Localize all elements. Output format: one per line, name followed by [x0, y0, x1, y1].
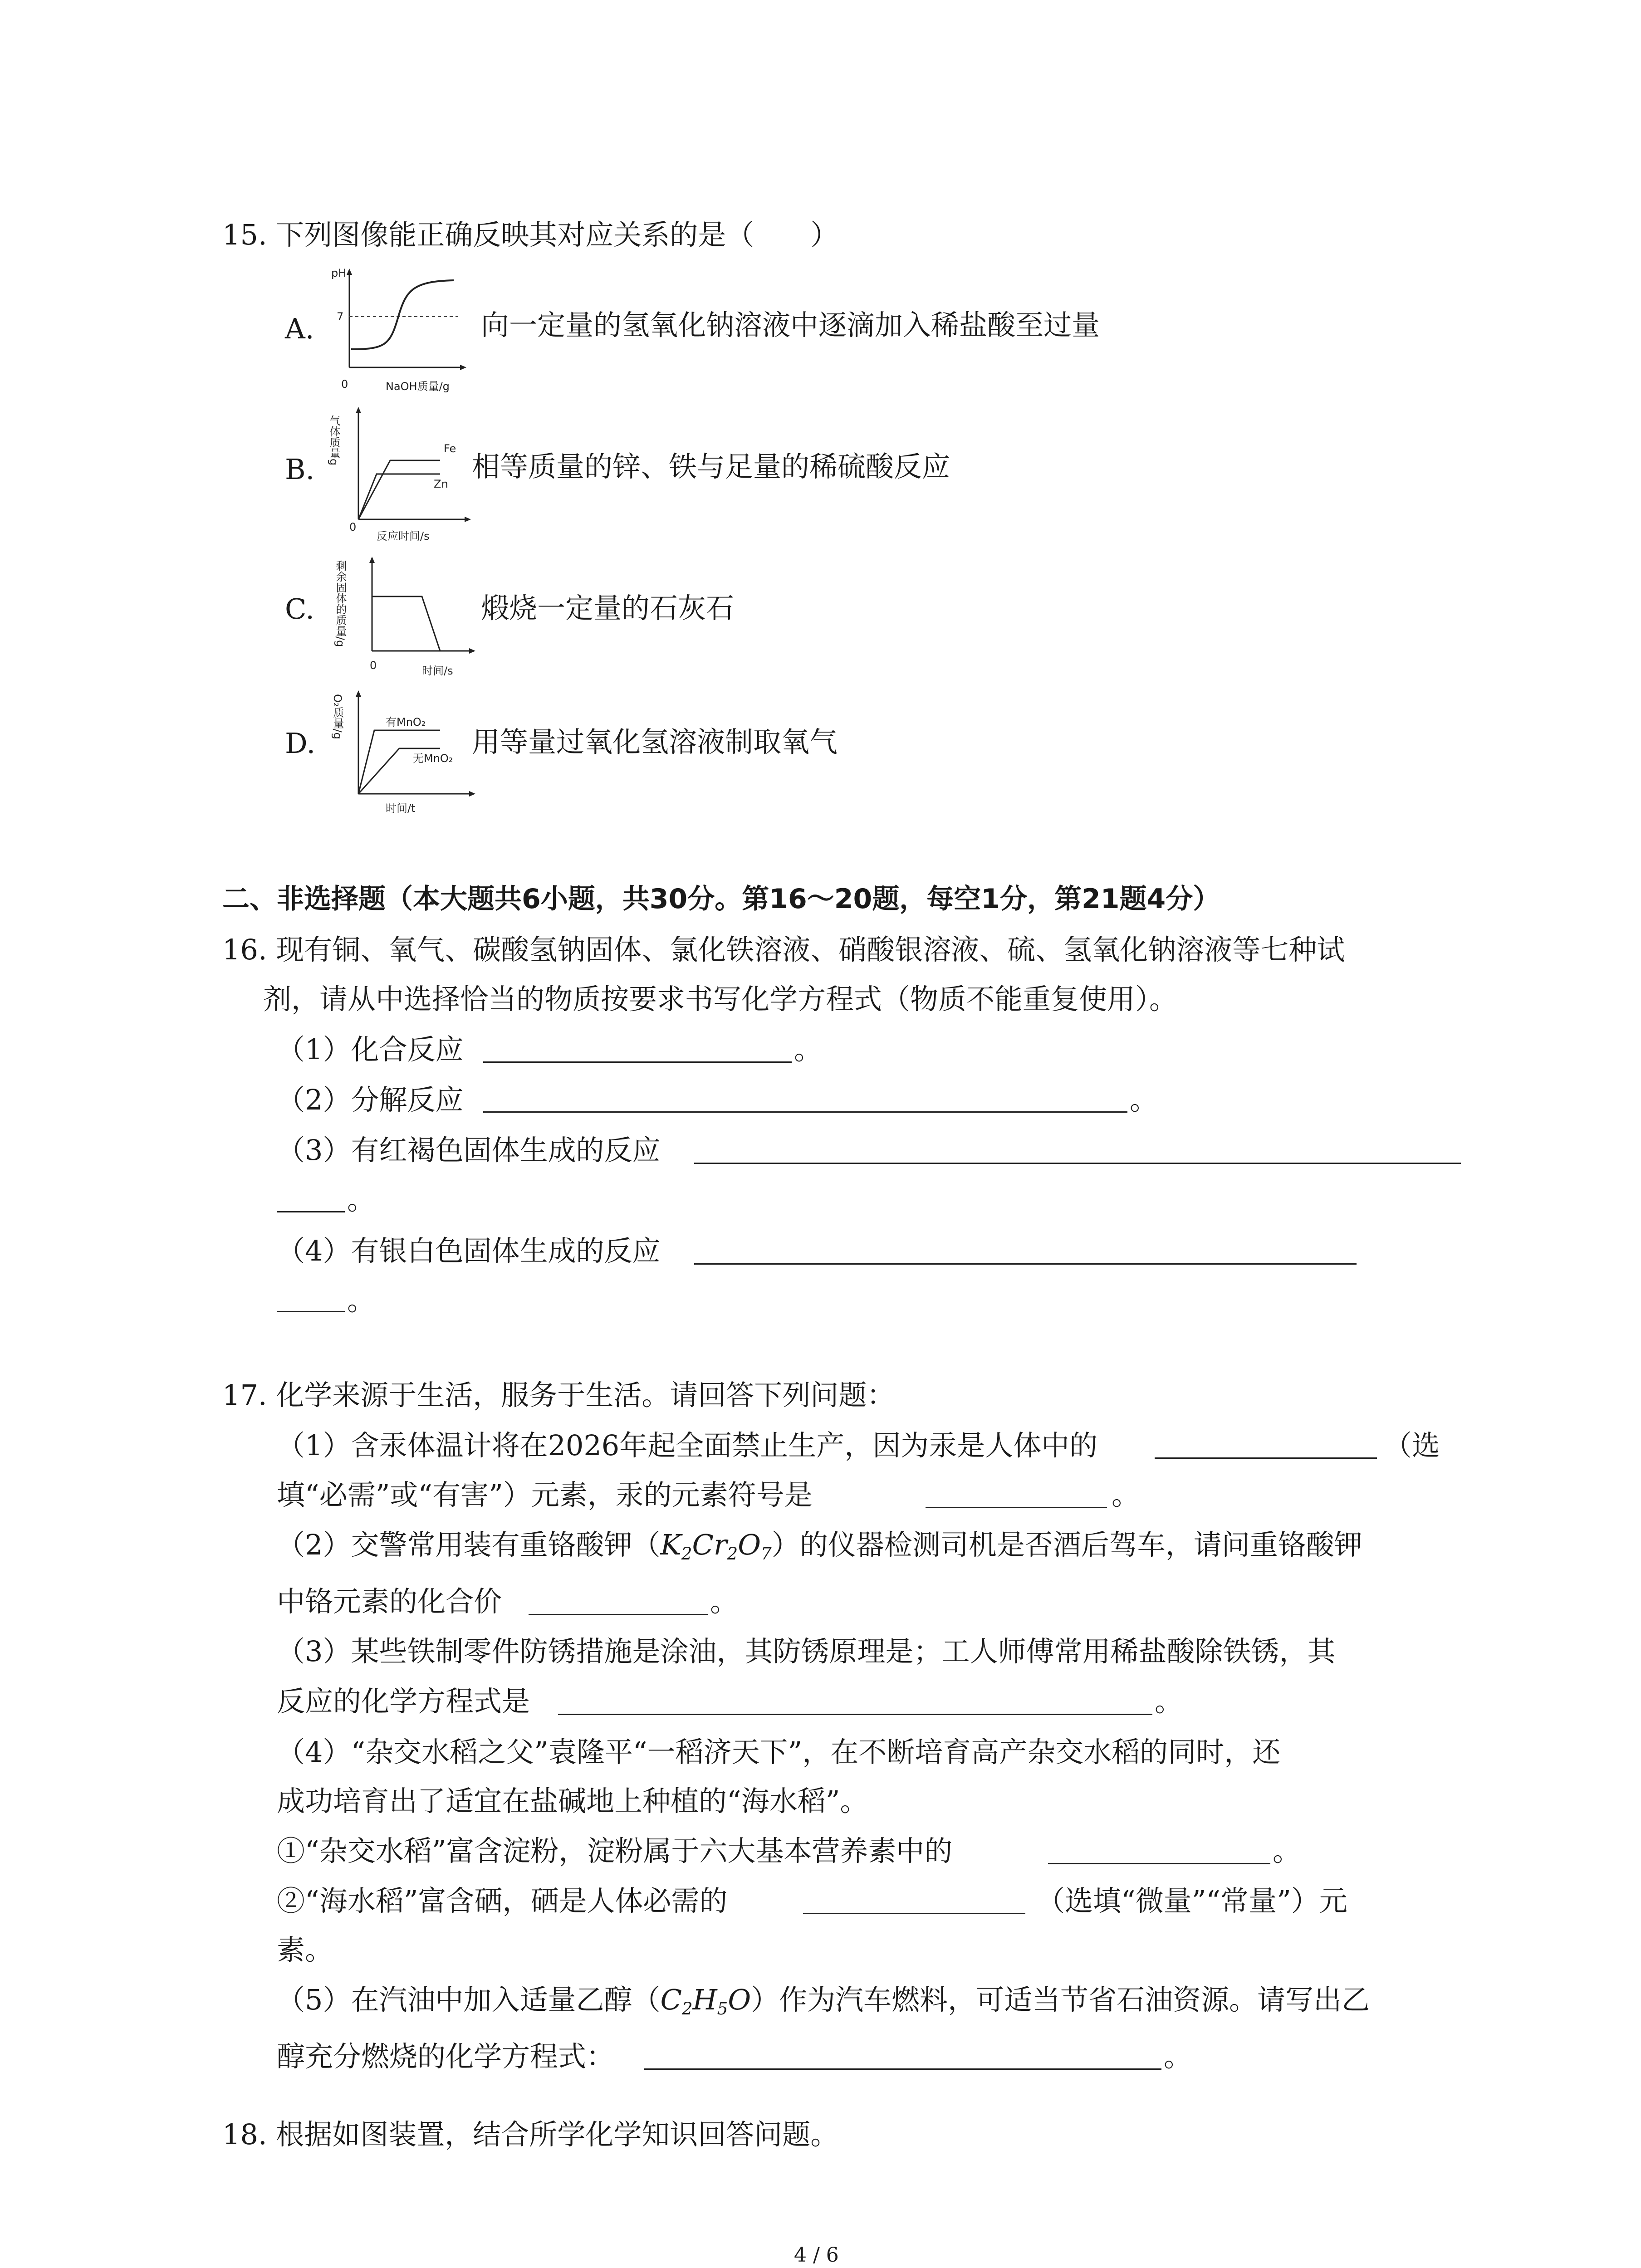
q17-part5-c: 醇充分燃烧的化学方程式： [277, 2040, 615, 2073]
chart-c-xlabel: 时间/s [422, 665, 453, 677]
q16-part4: （4）有银白色固体生成的反应 [277, 1234, 661, 1267]
q17-part1-c: 填“必需”或“有害”）元素，汞的元素符号是 [277, 1478, 813, 1511]
q16-answer-blank-3[interactable] [694, 1163, 1461, 1164]
chart-b-series-fe: Fe [444, 442, 456, 455]
q16-part3-end: 。 [347, 1183, 376, 1216]
q17-part5-a [277, 1983, 1370, 2019]
chart-d-ylabel: O₂质量/g [331, 694, 344, 739]
chart-c [331, 551, 481, 684]
q17-answer-blank-7[interactable] [644, 2068, 1161, 2070]
q17-part4-b: 成功培育出了适宜在盐碱地上种植的“海水稻”。 [277, 1784, 868, 1818]
q16-stem-line1: 16. 现有铜、氧气、碳酸氢钠固体、氯化铁溶液、硝酸银溶液、硫、氢氧化钠溶液等七种试 [222, 933, 1345, 966]
option-a-label: A. [285, 312, 314, 345]
q17-part4-d: ②“海水稻”富含硒，硒是人体必需的 [277, 1884, 728, 1917]
q17-part5-text-a: （5）在汽油中加入适量乙醇（ [277, 1983, 661, 2016]
q17-answer-blank-3[interactable] [529, 1614, 708, 1615]
chart-b-series-zn: Zn [434, 478, 448, 490]
page-number: 4 / 6 [794, 2244, 839, 2267]
q16-answer-blank-2[interactable] [483, 1111, 1127, 1113]
chart-a-origin: 0 [341, 378, 348, 391]
q17-part3-b: 反应的化学方程式是 [277, 1685, 530, 1718]
q16-part1: （1）化合反应 [277, 1033, 464, 1066]
q17-part2-c: 中铬元素的化合价 [277, 1585, 502, 1618]
chart-b-origin: 0 [349, 521, 357, 533]
chart-d-xlabel: 时间/t [386, 802, 416, 815]
q16-stem-line2: 剂，请从中选择恰当的物质按要求书写化学方程式（物质不能重复使用）。 [263, 982, 1178, 1016]
option-d-label: D. [285, 727, 316, 760]
chart-a [331, 263, 476, 396]
q16-answer-blank-3-cont[interactable] [277, 1211, 345, 1212]
q17-part3-end: 。 [1155, 1685, 1183, 1718]
chart-a-ylabel: pH [331, 267, 347, 279]
q17-part1-end: 。 [1112, 1478, 1140, 1511]
q16-part3: （3）有红褐色固体生成的反应 [277, 1134, 661, 1167]
q17-part1-a: （1）含汞体温计将在2026年起全面禁止生产，因为汞是人体中的 [277, 1429, 1098, 1462]
option-b-label: B. [285, 453, 315, 486]
section-title: 二、非选择题（本大题共6小题，共30分。第16～20题，每空1分，第21题4分） [222, 883, 1220, 915]
formula-c2h5o: $C_2H_5O$ [660, 1983, 751, 2019]
q17-part4-c-end: 。 [1273, 1834, 1301, 1867]
q16-part2: （2）分解反应 [277, 1083, 464, 1116]
chart-d-series-without: 无MnO₂ [413, 752, 453, 765]
q16-answer-blank-4-cont[interactable] [277, 1311, 345, 1312]
chart-b-ylabel: 气体质量g [328, 415, 340, 466]
q17-part2-text-b: ）的仪器检测司机是否酒后驾车，请问重铬酸钾 [771, 1528, 1362, 1561]
q17-answer-blank-4[interactable] [558, 1714, 1152, 1715]
q18-stem: 18. 根据如图装置，结合所学化学知识回答问题。 [222, 2118, 839, 2151]
chart-d-series-with: 有MnO₂ [386, 716, 426, 728]
chart-a-tick: 7 [337, 310, 344, 323]
q17-part2-text-a: （2）交警常用装有重铬酸钾（ [277, 1528, 661, 1561]
q17-stem: 17. 化学来源于生活，服务于生活。请回答下列问题： [222, 1378, 895, 1412]
q17-answer-blank-6[interactable] [803, 1913, 1025, 1914]
option-b-text: 相等质量的锌、铁与足量的稀硫酸反应 [472, 450, 950, 483]
q15-stem: 15. 下列图像能正确反映其对应关系的是（ ） [222, 218, 839, 251]
option-c-text: 煅烧一定量的石灰石 [481, 591, 735, 625]
q17-answer-blank-5[interactable] [1048, 1863, 1270, 1864]
q16-answer-blank-1[interactable] [483, 1061, 792, 1063]
q16-part2-end: 。 [1130, 1083, 1158, 1116]
q16-answer-blank-4[interactable] [694, 1263, 1357, 1265]
option-c-label: C. [285, 592, 314, 626]
option-a-text: 向一定量的氢氧化钠溶液中逐滴加入稀盐酸至过量 [481, 308, 1100, 342]
q16-part4-end: 。 [347, 1284, 376, 1317]
q17-part4-c: ①“杂交水稻”富含淀粉，淀粉属于六大基本营养素中的 [277, 1834, 953, 1867]
q17-answer-blank-2[interactable] [926, 1507, 1107, 1508]
q17-part1-b: （选 [1384, 1429, 1440, 1462]
q17-part5-text-b: ）作为汽车燃料，可适当节省石油资源。请写出乙 [751, 1983, 1370, 2016]
chart-d [331, 685, 481, 818]
chart-b-xlabel: 反应时间/s [377, 530, 430, 543]
q17-part5-end: 。 [1164, 2040, 1192, 2073]
q17-part4-f: 素。 [277, 1933, 333, 1966]
formula-k2cr2o7: $K_2Cr_2O_7$ [660, 1528, 772, 1564]
q17-part2-a [277, 1528, 1362, 1564]
q17-part3-a: （3）某些铁制零件防锈措施是涂油，其防锈原理是；工人师傅常用稀盐酸除铁锈，其 [277, 1635, 1336, 1668]
chart-c-ylabel: 剩余固体的质量/g [334, 560, 347, 647]
q17-part4-a: （4）“杂交水稻之父”袁隆平“一稻济天下”，在不断培育高产杂交水稻的同时，还 [277, 1735, 1281, 1769]
q17-answer-blank-1[interactable] [1155, 1457, 1377, 1459]
q16-part1-end: 。 [794, 1033, 823, 1066]
q17-part4-e: （选填“微量”“常量”）元 [1037, 1884, 1347, 1917]
chart-a-xlabel: NaOH质量/g [386, 380, 450, 393]
q17-part2-end: 。 [710, 1585, 739, 1618]
chart-c-origin: 0 [370, 659, 377, 672]
option-d-text: 用等量过氧化氢溶液制取氧气 [472, 725, 838, 758]
chart-b [328, 401, 476, 548]
